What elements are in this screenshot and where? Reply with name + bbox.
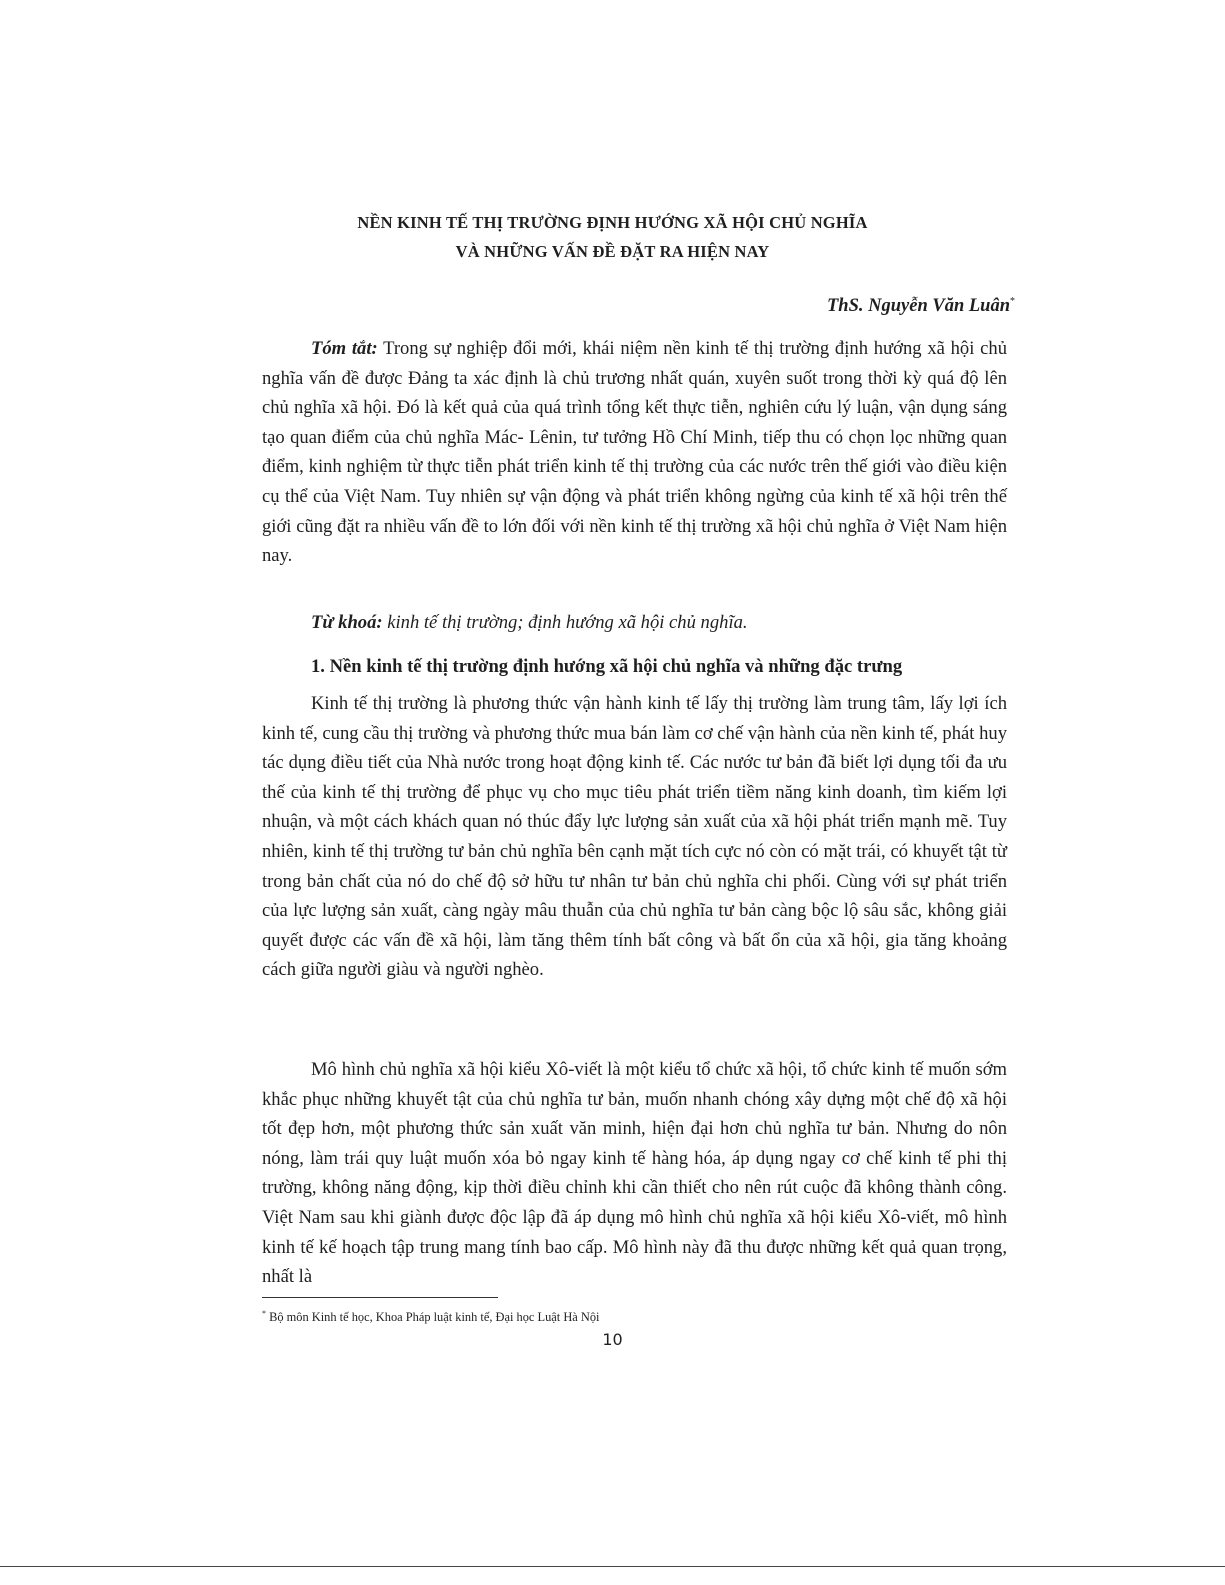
footnote-text: Bộ môn Kinh tế học, Khoa Pháp luật kinh tế, Đại học Luật Hà Nội [269, 1310, 600, 1325]
title-line-1: NỀN KINH TẾ THỊ TRƯỜNG ĐỊNH HƯỚNG XÃ HỘI CHỦ NGHĨA [357, 213, 868, 232]
footnote-mark: * [262, 1309, 266, 1318]
footnote [262, 1309, 599, 1325]
paragraph-text: Mô hình chủ nghĩa xã hội kiểu Xô-viết là một kiểu tổ chức xã hội, tổ chức kinh tế muốn sớm khắc phục những khuyết tật của chủ nghĩa tư bản, muốn nhanh chóng xây dựng một chế độ xã hội tốt đẹp hơn, một phương thức sản xuất văn minh, hiện đại hơn chủ nghĩa tư bản. Nhưng do nôn nóng, làm trái quy luật muốn xóa bỏ ngay kinh tế hàng hóa, áp dụng ngay cơ chế kinh tế phi thị trường, không năng động, kịp thời điều chỉnh khi cần thiết cho nên rút cuộc đã không thành công. Việt Nam sau khi giành được độc lập đã áp dụng mô hình chủ nghĩa xã hội kiểu Xô-viết, mô hình kinh tế kế hoạch tập trung mang tính bao cấp. Mô hình này đã thu được những kết quả quan trọng, nhất là [262, 1059, 1007, 1288]
keywords [262, 608, 1007, 638]
abstract-label: Tóm tắt: [311, 338, 378, 359]
title-line-2: VÀ NHỮNG VẤN ĐỀ ĐẶT RA HIỆN NAY [455, 242, 770, 261]
abstract [262, 334, 1007, 571]
abstract-text: Trong sự nghiệp đổi mới, khái niệm nền kinh tế thị trường định hướng xã hội chủ nghĩa vấn đề được Đảng ta xác định là chủ trương nhất quán, xuyên suốt trong thời kỳ quá độ lên chủ nghĩa xã hội. Đó là kết quả của quá trình tổng kết thực tiễn, nghiên cứu lý luận, vận dụng sáng tạo quan điểm của chủ nghĩa Mác- Lênin, tư tưởng Hồ Chí Minh, tiếp thu có chọn lọc những quan điểm, kinh nghiệm từ thực tiễn phát triển kinh tế thị trường của các nước trên thế giới vào điều kiện cụ thể của Việt Nam. Tuy nhiên sự vận động và phát triển không ngừng của kinh tế xã hội trên thế giới cũng đặt ra nhiều vấn đề to lớn đối với nền kinh tế thị trường xã hội chủ nghĩa ở Việt Nam hiện nay. [262, 338, 1008, 567]
paragraph-text: Kinh tế thị trường là phương thức vận hành kinh tế lấy thị trường làm trung tâm, lấy lợi ích kinh tế, cung cầu thị trường và phương thức mua bán làm cơ chế vận hành của nền kinh tế, phát huy tác dụng điều tiết của Nhà nước trong hoạt động kinh tế. Các nước tư bản đã biết lợi dụng tối đa ưu thế của kinh tế thị trường để phục vụ cho mục tiêu phát triển tiềm năng kinh doanh, tìm kiếm lợi nhuận, và một cách khách quan nó thúc đẩy lực lượng sản xuất của xã hội phát triển mạnh mẽ. Tuy nhiên, kinh tế thị trường tư bản chủ nghĩa bên cạnh mặt tích cực nó còn có mặt trái, có khuyết tật từ trong bản chất của nó do chế độ sở hữu tư nhân tư bản chủ nghĩa chi phối. Cùng với sự phát triển của lực lượng sản xuất, càng ngày mâu thuẫn của chủ nghĩa tư bản càng bộc lộ sâu sắc, không giải quyết được các vấn đề xã hội, làm tăng thêm tính bất công và bất ổn của xã hội, gia tăng khoảng cách giữa người giàu và người nghèo. [262, 693, 1007, 981]
author-footnote-mark: * [1010, 296, 1015, 307]
footnote-divider [262, 1297, 498, 1298]
paper-title [0, 208, 1225, 266]
keywords-label: Từ khoá: [311, 612, 383, 633]
page-number: 10 [602, 1330, 623, 1349]
paragraph [262, 689, 1007, 985]
section-heading: 1. Nền kinh tế thị trường định hướng xã hội chủ nghĩa và những đặc trưng [311, 656, 903, 677]
paragraph [262, 1055, 1007, 1292]
author-name: ThS. Nguyễn Văn Luân [827, 296, 1010, 317]
author [827, 296, 1015, 317]
keywords-text: kinh tế thị trường; định hướng xã hội chủ nghĩa. [387, 612, 748, 633]
bottom-edge-line [0, 1566, 1225, 1567]
